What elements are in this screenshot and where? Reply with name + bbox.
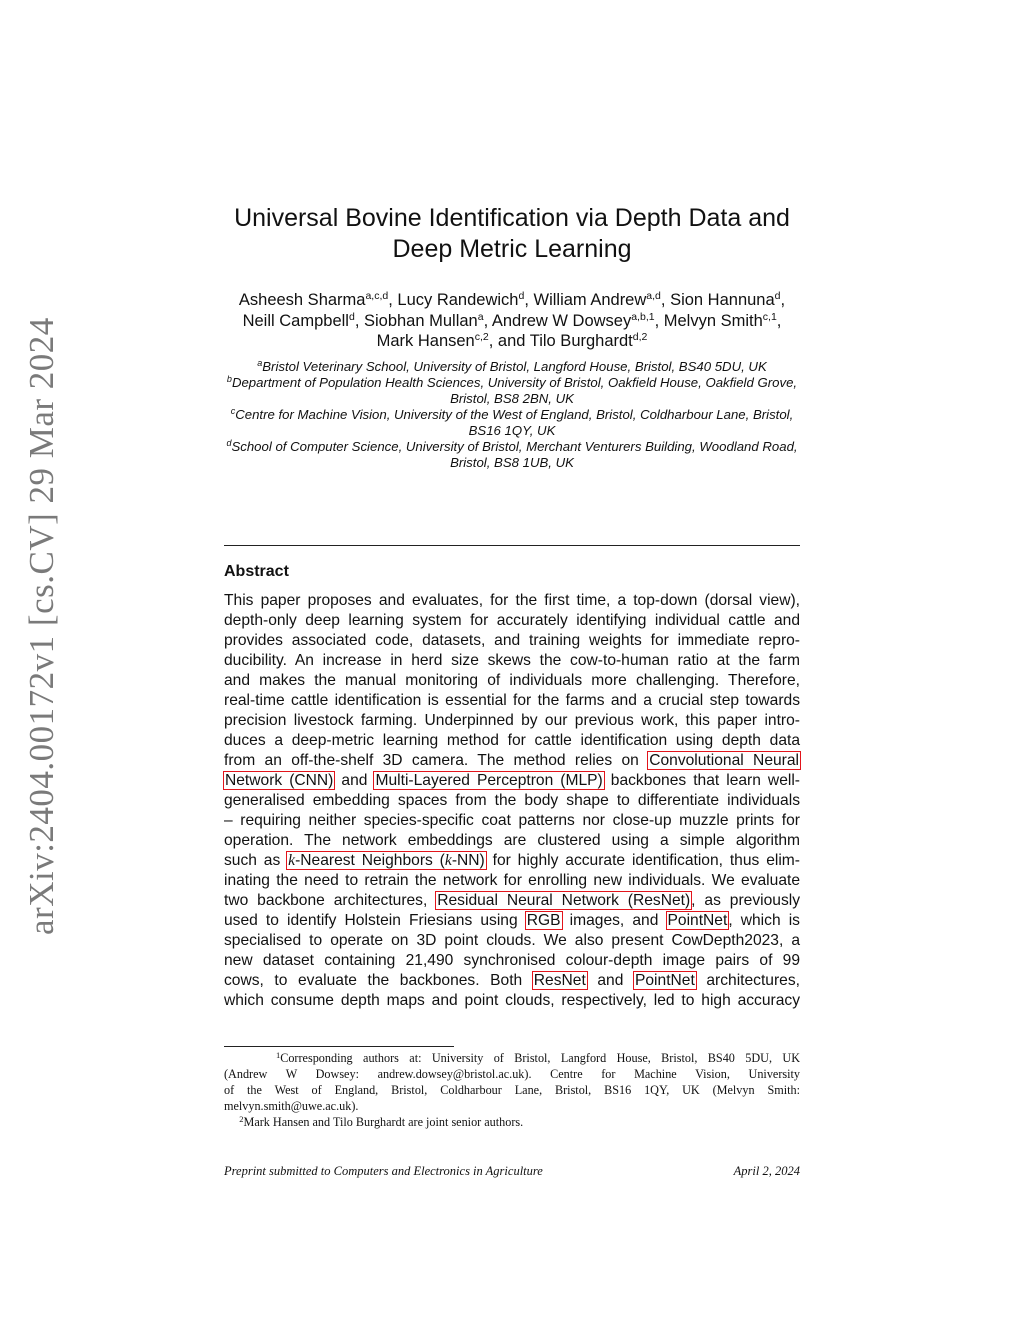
knn-acronym-link[interactable]: [287, 852, 486, 869]
abstract-line: depth-only deep learning system for accurately identifying individual cattle and: [224, 612, 800, 629]
preprint-note: Preprint submitted to Computers and Electronics in Agriculture: [224, 1164, 543, 1178]
preprint-date: April 2, 2024: [733, 1164, 800, 1178]
author-name: Mark Hansen: [376, 332, 475, 350]
arxiv-stamp: arXiv:2404.00172v1 [cs.CV] 29 Mar 2024: [22, 317, 61, 935]
abstract-heading: Abstract: [224, 563, 289, 580]
affiliation-d-cont: Bristol, BS8 1UB, UK: [450, 455, 574, 470]
author-line-1: Asheesh Sharma$^{a,c,d}$, Lucy Randewich$^d$, William Andrew$^{a,d}$, Sion Hannuna$^d$,: [238, 290, 786, 309]
footnote-text: Corresponding authors at: University of Bristol, Langford House, Bristol, BS40 5DU, UK: [280, 1051, 801, 1065]
author-affil: a,d: [646, 290, 661, 302]
affiliation-c-cont: BS16 1QY, UK: [468, 423, 556, 438]
abstract-line: [224, 771, 800, 791]
author-affil: d,2: [632, 331, 648, 343]
abstract-line: generalised embedding spaces from the body shape to differentiate individuals: [224, 792, 800, 809]
math-k: k: [288, 852, 296, 869]
title-line-2: Deep Metric Learning: [392, 235, 632, 263]
author-affil: d: [518, 290, 525, 302]
abstract-line: ducibility. An increase in herd size skews the cow-to-human ratio at the farm: [224, 652, 800, 669]
abstract-line: [224, 911, 800, 931]
footnote-2: [224, 1114, 800, 1130]
abstract-line: duces a deep-metric learning method for cattle identification using depth data: [224, 732, 800, 749]
footnote-mark: 1: [275, 1050, 281, 1060]
affiliation-c: [215, 407, 809, 423]
abstract-text: for highly accurate identification, thus elim-: [492, 852, 800, 869]
footnote-1-cont: (Andrew W Dowsey: andrew.dowsey@bristol.ac.uk). Centre for Machine Vision, University: [224, 1067, 800, 1081]
abstract-text: , which is: [728, 912, 800, 929]
abstract-text: and: [597, 972, 624, 989]
author-affil: a,c,d: [365, 290, 389, 302]
affil-key: c: [230, 406, 236, 416]
abstract-text: cows, to evaluate the backbones. Both: [224, 972, 523, 989]
abstract-text: and: [341, 772, 368, 789]
footnote-rule: [224, 1046, 454, 1047]
author-affil: c,1: [762, 310, 777, 323]
author-name: Asheesh Sharma: [238, 291, 366, 309]
cnn-acronym-link-cont[interactable]: Network (CNN): [225, 772, 334, 789]
pointnet-acronym-link-2[interactable]: PointNet: [634, 972, 695, 989]
author-affil: c,2: [474, 331, 489, 343]
affil-text: School of Computer Science, University of Bristol, Merchant Venturers Building, Woodland Road,: [231, 439, 798, 454]
affiliation-b-cont: Bristol, BS8 2BN, UK: [450, 391, 574, 406]
abstract-rule: [224, 545, 800, 546]
footnotes: [224, 1050, 800, 1130]
affil-text: Centre for Machine Vision, University of the West of England, Bristol, Coldharbour Lane, Bristol,: [235, 407, 794, 422]
author-affil: d: [774, 290, 781, 302]
abstract-text: such as: [224, 852, 281, 869]
cnn-acronym-link[interactable]: Convolutional Neural: [649, 752, 799, 769]
abstract-text: images, and: [569, 912, 659, 929]
abstract-line: precision livestock farming. Underpinned by our previous work, this paper intro-: [224, 712, 800, 729]
resnet-acronym-link[interactable]: Residual Neural Network (ResNet): [437, 892, 691, 909]
rgb-acronym-link[interactable]: RGB: [526, 912, 561, 929]
affil-key: b: [226, 374, 232, 384]
author-name: Andrew W Dowsey: [491, 311, 632, 330]
affil-text: Department of Population Health Sciences, University of Bristol, Oakfield House, Oakfield Grove,: [231, 375, 798, 390]
abstract-line: [224, 851, 800, 871]
abstract-line: real-time cattle identification is essential for the farms and a crucial step towards: [224, 692, 800, 709]
author-affil: d: [348, 310, 355, 323]
abstract-line: This paper proposes and evaluates, for the first time, a top-down (dorsal view),: [224, 592, 800, 609]
affil-text: Bristol Veterinary School, University of Bristol, Langford House, Bristol, BS40 5DU, UK: [262, 359, 767, 374]
abstract-line: [224, 971, 800, 991]
affiliations: [215, 359, 809, 471]
affiliation-a: [215, 359, 809, 375]
abstract-line: which consume depth maps and point clouds, respectively, led to high accuracy: [224, 992, 800, 1009]
author-line-3: Mark Hansen$^{c,2}$, and Tilo Burghardt$^{d,2}$: [376, 331, 648, 350]
author-line-2: Neill Campbell$^d$, Siobhan Mullan$^a$, Andrew W Dowsey$^{a,b,1}$, Melvyn Smith$^{c,1}$,: [242, 310, 782, 330]
author-list: [215, 290, 809, 352]
author-name: Neill Campbell: [242, 311, 349, 330]
abstract-body: [224, 591, 800, 1011]
title-line-1: Universal Bovine Identification via Depth Data and: [234, 204, 790, 232]
abstract-line: [224, 751, 800, 771]
affil-key: d: [226, 438, 232, 448]
abstract-line: operation. The network embeddings are clustered using a simple algorithm: [224, 832, 800, 849]
footnote-1: [224, 1050, 800, 1066]
abstract-line: specialised to operate on 3D point clouds. We also present CowDepth2023, a: [224, 932, 800, 949]
abstract-text: , as previously: [691, 892, 800, 909]
author-and: and: [497, 332, 526, 350]
math-k: k: [444, 852, 452, 869]
author-affil: a,b,1: [631, 310, 655, 323]
abstract-line: and makes the manual monitoring of individuals more challenging. Therefore,: [224, 672, 800, 689]
mlp-acronym-link[interactable]: Multi-Layered Perceptron (MLP): [375, 772, 603, 789]
link-text: -NN): [451, 852, 485, 869]
abstract-line: inating the need to retrain the network for enrolling new individuals. We evaluate: [224, 872, 800, 889]
link-text: -Nearest Neighbors (: [295, 852, 445, 869]
paper-title: [224, 203, 800, 265]
author-name: Tilo Burghardt: [529, 332, 633, 350]
author-name: William Andrew: [533, 291, 647, 309]
affiliation-b: [215, 375, 809, 391]
author-affil: a: [477, 310, 484, 323]
abstract-text: from an off-the-shelf 3D camera. The method relies on: [224, 752, 639, 769]
abstract-line: new dataset containing 21,490 synchronised colour-depth image pairs of 99: [224, 952, 800, 969]
affil-key: a: [257, 358, 263, 368]
author-name: Melvyn Smith: [663, 311, 763, 330]
abstract-text: two backbone architectures,: [224, 892, 428, 909]
abstract-line: provides associated code, datasets, and training weights for immediate repro-: [224, 632, 800, 649]
abstract-text: used to identify Holstein Friesians using: [224, 912, 518, 929]
author-name: Siobhan Mullan: [363, 311, 478, 330]
author-name: Sion Hannuna: [670, 291, 775, 309]
abstract-line: [224, 891, 800, 911]
resnet-acronym-link-2[interactable]: ResNet: [533, 972, 586, 989]
footnote-1-cont: of the West of England, Bristol, Coldharbour Lane, Bristol, BS16 1QY, UK (Melvyn Smith:: [224, 1083, 800, 1097]
footnote-text: Mark Hansen and Tilo Burghardt are joint senior authors.: [243, 1115, 524, 1129]
abstract-line: – requiring neither species-specific coat patterns nor close-up muzzle prints for: [224, 812, 800, 829]
footnote-mark: 2: [239, 1114, 244, 1124]
affiliation-d: [215, 439, 809, 455]
pointnet-acronym-link[interactable]: PointNet: [667, 912, 728, 929]
abstract-text: architectures,: [706, 972, 800, 989]
footnote-1-cont: melvyn.smith@uwe.ac.uk).: [224, 1099, 359, 1113]
abstract-text: backbones that learn well-: [610, 772, 800, 789]
author-name: Lucy Randewich: [397, 291, 519, 309]
